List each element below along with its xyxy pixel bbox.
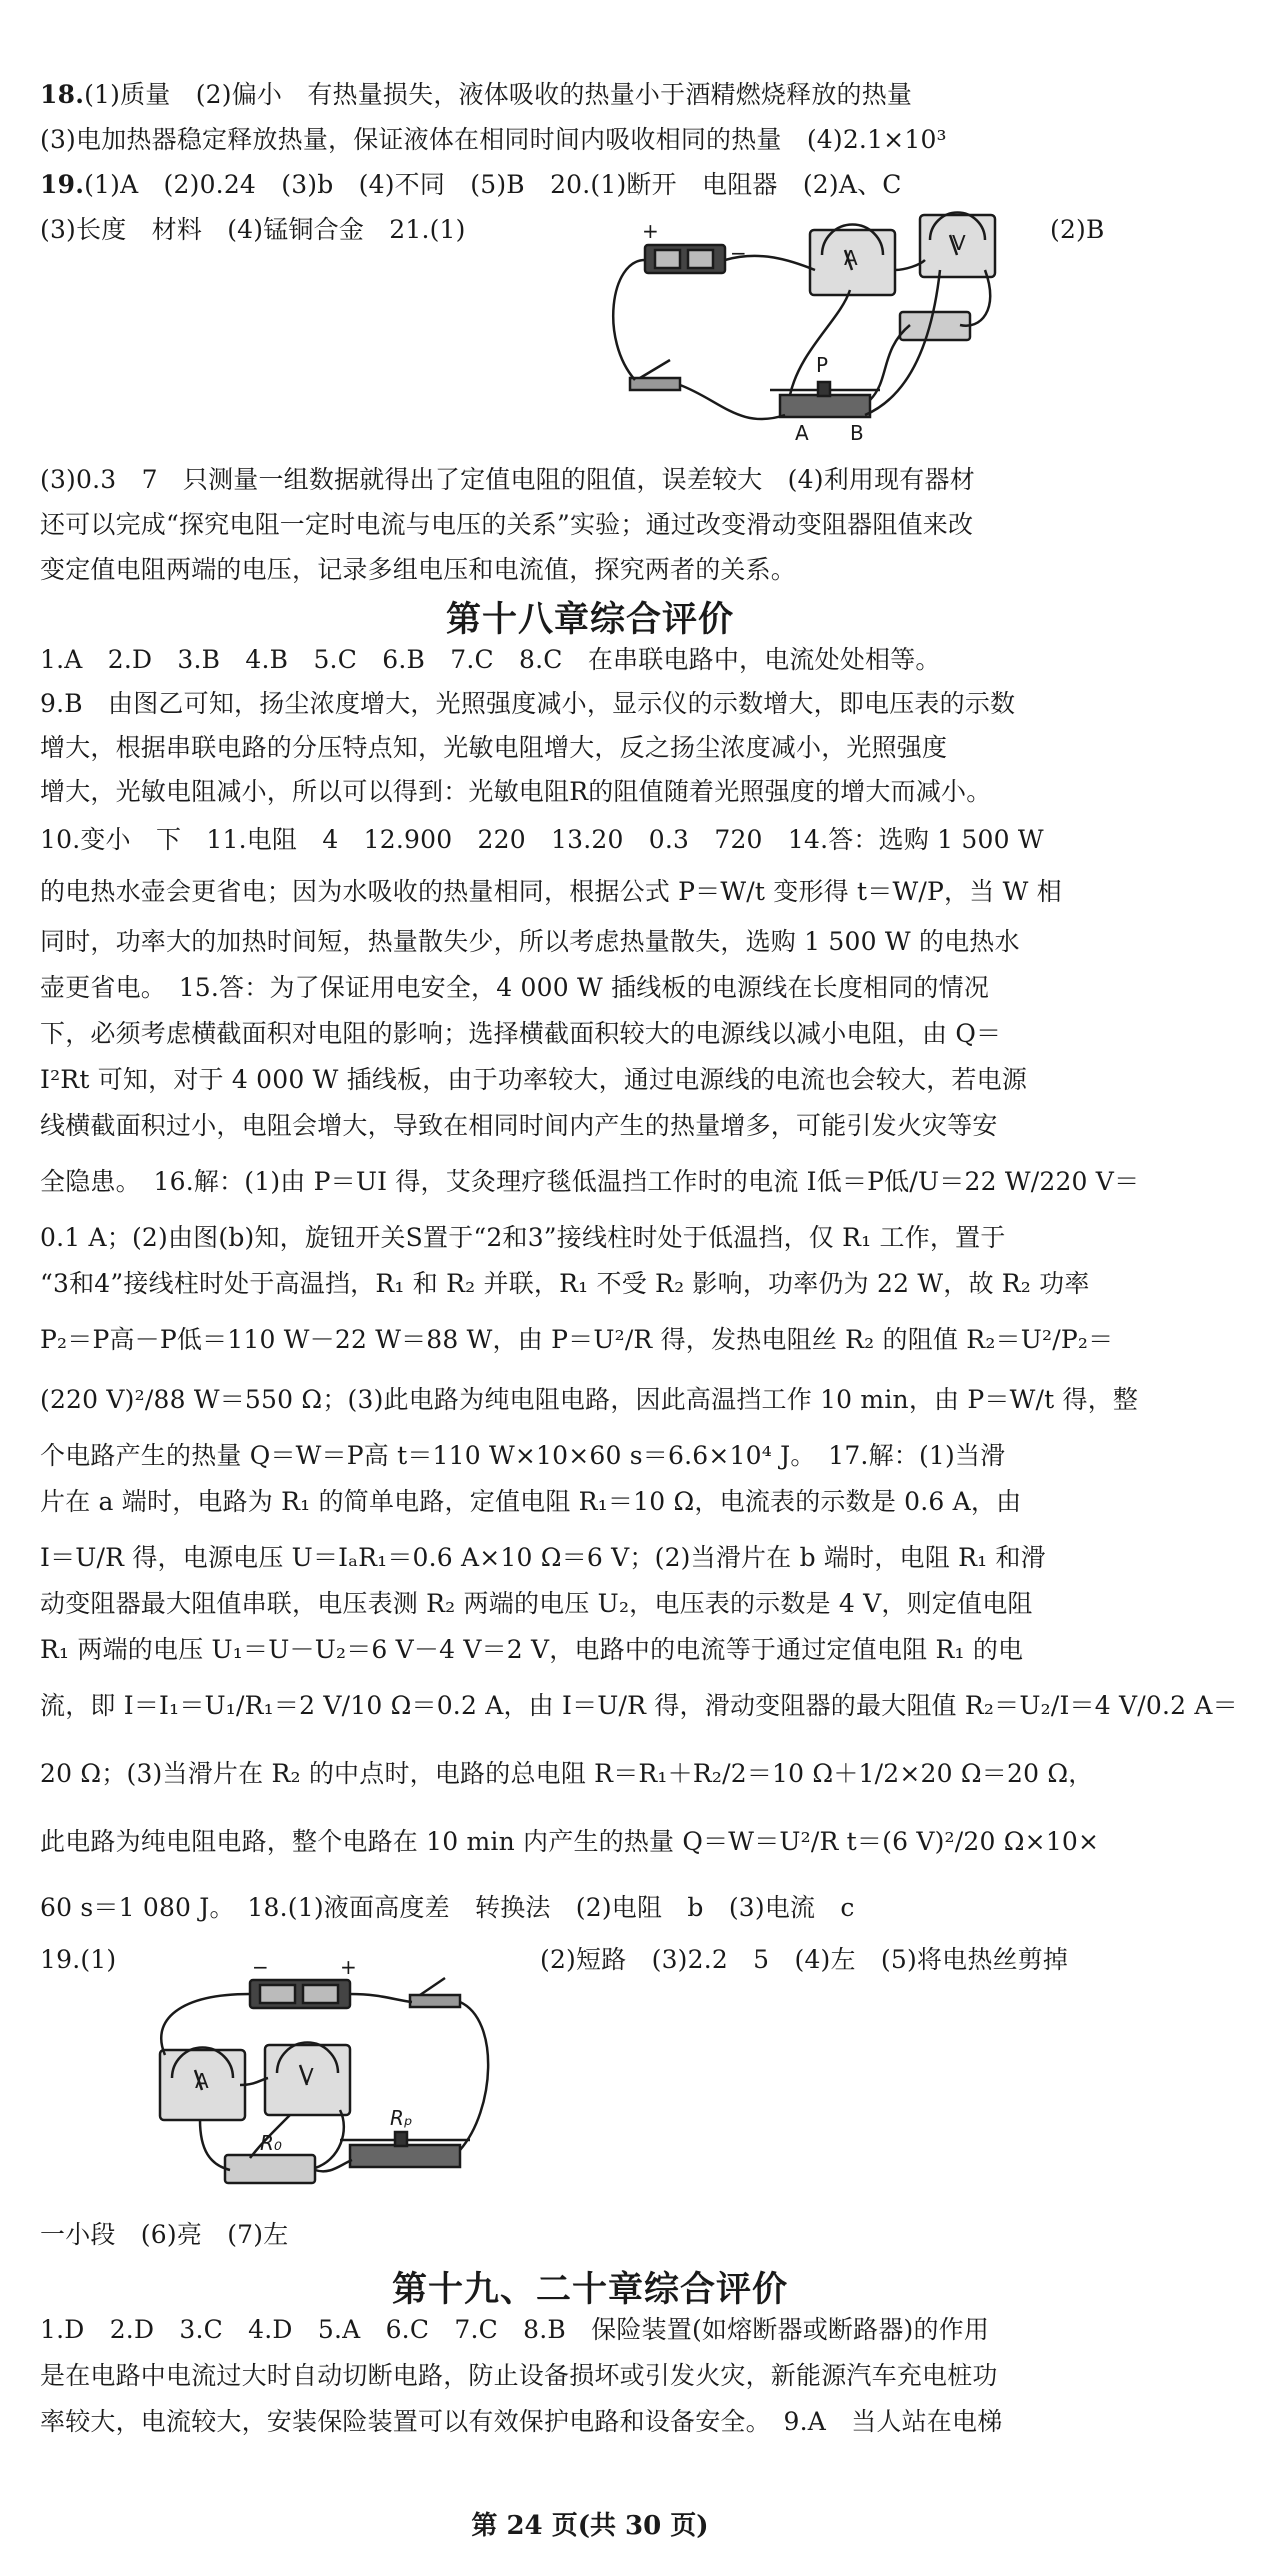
answer-line: 动变阻器最大阻值串联，电压表测 R₂ 两端的电压 U₂，电压表的示数是 4 V，则定值电阻	[40, 1589, 1033, 1618]
answer-line-18: 18.(1)质量 (2)偏小 有热量损失，液体吸收的热量小于酒精燃烧释放的热量	[40, 80, 913, 109]
circuit-diagram-1	[600, 200, 1020, 450]
r0-label: R₀	[260, 2131, 282, 2155]
ammeter-label: A	[195, 2069, 209, 2093]
chapter-18-heading: 第十八章综合评价	[445, 600, 734, 640]
battery-minus-label: −	[252, 1960, 269, 1979]
voltmeter-label: V	[300, 2064, 314, 2088]
answer-line: 下，必须考虑横截面积对电阻的影响；选择横截面积较大的电源线以减小电阻，由 Q＝	[40, 1019, 1002, 1048]
terminal-a-label: A	[795, 421, 809, 445]
answer-line: 一小段 (6)亮 (7)左	[40, 2220, 289, 2249]
answer-line: 9.B 由图乙可知，扬尘浓度增大，光照强度减小，显示仪的示数增大，即电压表的示数	[40, 689, 1016, 718]
answer-line: 流，即 I＝I₁＝U₁/R₁＝2 V/10 Ω＝0.2 A，由 I＝U/R 得，滑动变阻器的最大阻值 R₂＝U₂/I＝4 V/0.2 A＝	[40, 1691, 1238, 1720]
answer-line: 20 Ω；(3)当滑片在 R₂ 的中点时，电路的总电阻 R＝R₁＋R₂/2＝10 Ω＋1/2×20 Ω＝20 Ω，	[40, 1759, 1094, 1788]
battery-minus-label: −	[730, 241, 747, 265]
answer-line: 0.1 A；(2)由图(b)知，旋钮开关S置于“2和3”接线柱时处于低温挡，仅 R₁ 工作，置于	[40, 1223, 1006, 1252]
answer-19-tail: (2)短路 (3)2.2 5 (4)左 (5)将电热丝剪掉	[540, 1945, 1069, 1974]
answer-line: (3)电加热器稳定释放热量，保证液体在相同时间内吸收相同的热量 (4)2.1×10³	[40, 125, 947, 154]
battery-plus-label: +	[642, 219, 659, 243]
circuit-diagram-2	[140, 1960, 520, 2195]
slider-label: P	[816, 353, 829, 377]
answer-line: 1.D 2.D 3.C 4.D 5.A 6.C 7.C 8.B 保险装置(如熔断器或断路器)的作用	[40, 2315, 990, 2344]
ammeter-label: A	[844, 246, 858, 270]
answer-page	[40, 0, 1238, 2550]
answer-line: 60 s＝1 080 J。 18.(1)液面高度差 转换法 (2)电阻 b (3)电流 c	[40, 1893, 855, 1922]
answer-line: 变定值电阻两端的电压，记录多组电压和电流值，探究两者的关系。	[40, 555, 797, 584]
battery-plus-label: +	[340, 1960, 357, 1979]
voltmeter-label: V	[952, 231, 966, 255]
answer-line: 的电热水壶会更省电；因为水吸收的热量相同，根据公式 P＝W/t 变形得 t＝W/P，当 W 相	[40, 877, 1062, 906]
answer-21-part2: (2)B	[1050, 215, 1105, 244]
answer-line: I²Rt 可知，对于 4 000 W 插线板，由于功率较大，通过电源线的电流也会较大，若电源	[40, 1065, 1028, 1094]
answer-line: 率较大，电流较大，安装保险装置可以有效保护电路和设备安全。 9.A 当人站在电梯	[40, 2407, 1003, 2436]
answer-line: “3和4”接线柱时处于高温挡，R₁ 和 R₂ 并联，R₁ 不受 R₂ 影响，功率仍为 22 W，故 R₂ 功率	[40, 1269, 1090, 1298]
answer-19-part1: 19.(1)	[40, 1945, 117, 1974]
rp-label: Rₚ	[390, 2106, 413, 2130]
question-number: 18.	[40, 80, 85, 109]
answer-line: 此电路为纯电阻电路，整个电路在 10 min 内产生的热量 Q＝W＝U²/R t＝(6 V)²/20 Ω×10×	[40, 1827, 1100, 1856]
chapter-19-20-heading: 第十九、二十章综合评价	[391, 2270, 788, 2310]
answer-line: 片在 a 端时，电路为 R₁ 的简单电路，定值电阻 R₁＝10 Ω，电流表的示数是 0.6 A，由	[40, 1487, 1022, 1516]
answer-line: P₂＝P高－P低＝110 W－22 W＝88 W，由 P＝U²/R 得，发热电阻丝 R₂ 的阻值 R₂＝U²/P₂＝	[40, 1325, 1114, 1354]
answer-line: 同时，功率大的加热时间短，热量散失少，所以考虑热量散失，选购 1 500 W 的电热水	[40, 927, 1020, 956]
terminal-b-label: B	[850, 421, 864, 445]
answer-line: R₁ 两端的电压 U₁＝U－U₂＝6 V－4 V＝2 V，电路中的电流等于通过定值电阻 R₁ 的电	[40, 1635, 1024, 1664]
answer-line-19-20: 19.(1)A (2)0.24 (3)b (4)不同 (5)B 20.(1)断开 电阻器 (2)A、C	[40, 170, 902, 199]
answer-line: I＝U/R 得，电源电压 U＝IₐR₁＝0.6 A×10 Ω＝6 V；(2)当滑片在 b 端时，电阻 R₁ 和滑	[40, 1543, 1046, 1572]
answer-line: 增大，根据串联电路的分压特点知，光敏电阻增大，反之扬尘浓度减小，光照强度	[40, 733, 948, 762]
answer-line: 个电路产生的热量 Q＝W＝P高 t＝110 W×10×60 s＝6.6×10⁴ J。 17.解：(1)当滑	[40, 1441, 1006, 1470]
page-footer: 第 24 页(共 30 页)	[471, 2511, 709, 2541]
answer-line: 10.变小 下 11.电阻 4 12.900 220 13.20 0.3 720 14.答：选购 1 500 W	[40, 825, 1044, 854]
answer-line: (220 V)²/88 W＝550 Ω；(3)此电路为纯电阻电路，因此高温挡工作 10 min，由 P＝W/t 得，整	[40, 1385, 1139, 1414]
answer-line: 1.A 2.D 3.B 4.B 5.C 6.B 7.C 8.C 在串联电路中，电流处处相等。	[40, 645, 941, 674]
answer-line: 全隐患。 16.解：(1)由 P＝UI 得，艾灸理疗毯低温挡工作时的电流 I低＝P低/U＝22 W/220 V＝	[40, 1167, 1140, 1196]
answer-line: 增大，光敏电阻减小，所以可以得到：光敏电阻R的阻值随着光照强度的增大而减小。	[40, 777, 992, 806]
answer-line-21: (3)长度 材料 (4)锰铜合金 21.(1)	[40, 215, 466, 244]
answer-line: 是在电路中电流过大时自动切断电路，防止设备损坏或引发火灾，新能源汽车充电桩功	[40, 2361, 998, 2390]
answer-line: 还可以完成“探究电阻一定时电流与电压的关系”实验；通过改变滑动变阻器阻值来改	[40, 510, 974, 539]
answer-line: 壶更省电。 15.答：为了保证用电安全，4 000 W 插线板的电源线在长度相同的情况	[40, 973, 990, 1002]
answer-line: (3)0.3 7 只测量一组数据就得出了定值电阻的阻值，误差较大 (4)利用现有器材	[40, 465, 975, 494]
answer-line: 线横截面积过小，电阻会增大，导致在相同时间内产生的热量增多，可能引发火灾等安	[40, 1111, 998, 1140]
